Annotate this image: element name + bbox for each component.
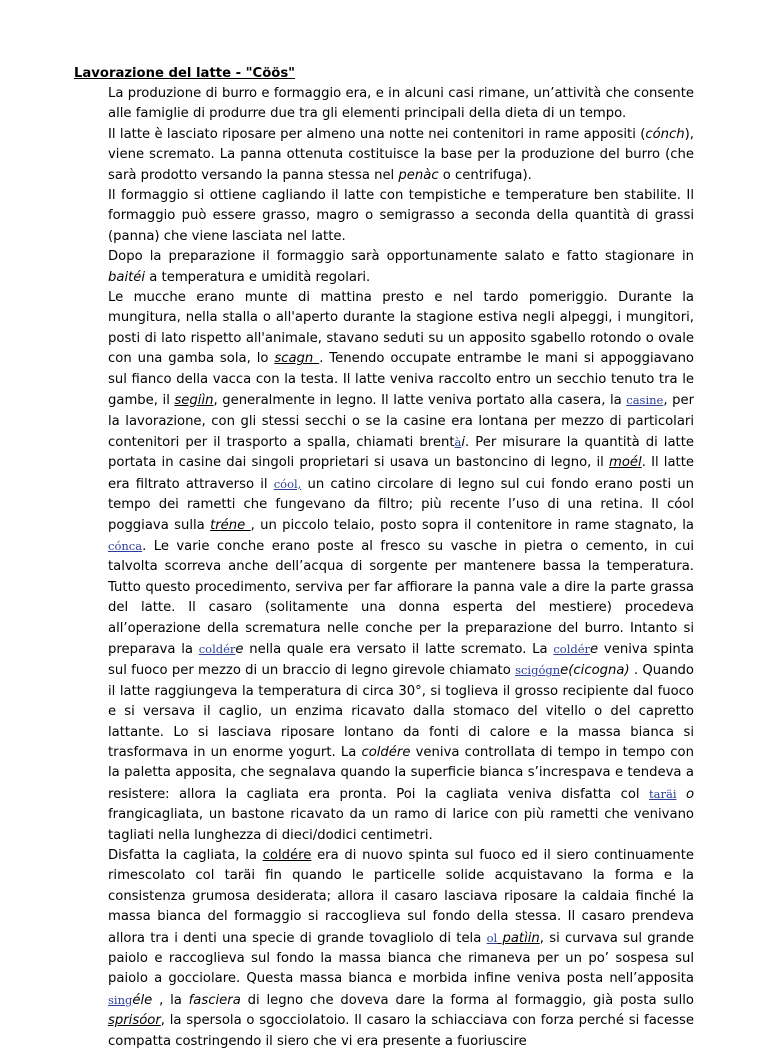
text-span: , un piccolo telaio, posto sopra il contenitore in rame stagnato, la xyxy=(250,517,695,533)
paragraph-milking xyxy=(108,288,694,846)
text-span: . Per misurare la quantità di latte portata in casine dai singoli proprietari si usava un bastoncino di legno, il xyxy=(108,434,694,471)
text-span: frangicagliata, un bastone ricavato da un ramo di larice con più rametti che venivano tagliati nella lunghezza di dieci/dodici centimetri. xyxy=(108,807,694,843)
term-fasciera: fasciera xyxy=(188,992,241,1008)
text-span: Le mucche erano munte di mattina presto e nel tardo pomeriggio. Durante la mungitura, nella stalla o all'aperto durante la stagione estiva negli alpeggi, i mungitori, posti di lato rispetto all'animale, stavano seduti su un apposito sgabello rotondo o ovale con una gamba sola, lo xyxy=(108,290,694,367)
text-span: o centrifuga). xyxy=(438,167,532,183)
term-moel: moél xyxy=(609,455,642,471)
text-span: , generalmente in legno. Il latte veniva portato alla casera, la xyxy=(213,393,627,409)
term-cicogna: e(cicogna) xyxy=(560,663,630,679)
body-text xyxy=(108,84,694,1052)
term-ele: éle xyxy=(132,992,153,1008)
text-span: , la xyxy=(152,992,189,1008)
term-segiin: segiìn xyxy=(174,393,214,409)
paragraph-cream xyxy=(108,125,694,186)
text-span: veniva controllata di tempo in tempo con la paletta apposita, che segnalava quando la superficie bianca s’increspava e tendeva a resistere: allora la cagliata era pronta. Poi la cagliata veniva disfatta col xyxy=(108,745,694,802)
paragraph-curd xyxy=(108,846,694,1052)
term-sprisoor: sprisóor xyxy=(108,1013,161,1029)
link-singele[interactable]: sing xyxy=(108,992,133,1007)
text-span: . Le varie conche erano poste al fresco su vasche in pietra o cemento, in cui talvolta scorreva anche dell’acqua di sorgente per mantenere bassa la temperatura. Tutto questo procedimento, serviva per far affiorare la panna vale a dire la parte grassa del latte. Il casaro (solitamente una donna esperta del mestiere) procedeva all’operazione della scrematura nelle conche per la preparazione del burro. Intanto si preparava la xyxy=(108,538,694,657)
link-coldere-2[interactable]: coldér xyxy=(553,641,591,656)
text-span: , la spersola o sgocciolatoio. Il casaro la schiacciava con forza perché si facesse compatta costringendo il siero che vi era presente a fuoriuscire xyxy=(108,1013,694,1049)
term-coldere-underlined: coldére xyxy=(262,848,312,864)
text-span: . Il latte era filtrato attraverso il xyxy=(108,455,694,492)
text-span: era di nuovo spinta sul fuoco ed il siero continuamente rimescolato col taräi fin quando le particelle solide acquistavano la forma e la consistenza grumosa desiderata; allora il casaro lasciava riposare la caldaia finché la massa bianca del formaggio si raccoglieva sul fondo della stessa. Il casaro prendeva allora tra i denti una specie di grande tovagliolo di tela xyxy=(108,848,694,946)
text-span: ), viene scremato. La panna ottenuta costituisce la base per la produzione del burro (che sarà prodotto versando la panna stessa nel xyxy=(108,126,694,183)
text-span: a temperatura e umidità regolari. xyxy=(145,269,371,285)
link-conca[interactable]: cónca xyxy=(108,538,143,553)
term-patiin: patìin xyxy=(497,930,540,946)
text-span: , per la lavorazione, con gli stessi secchi o se la casine era lontana per mezzo di particolari contenitori per il trasporto a spalla, chiamati brent xyxy=(108,393,694,450)
link-coldere-1[interactable]: coldér xyxy=(198,641,236,656)
link-ol[interactable]: ol xyxy=(486,930,498,945)
link-scigogne[interactable]: scigógn xyxy=(515,663,561,678)
term-baitei: baitéi xyxy=(108,269,146,285)
text-span: di legno che doveva dare la forma al formaggio, già posta sullo xyxy=(240,992,694,1008)
paragraph-cheese: Il formaggio si ottiene cagliando il latte con tempistiche e temperature ben stabilite. Il formaggio può essere grasso, magro o semigrasso a seconda della quantità di grassi (panna) che viene lasciata nel latte. xyxy=(108,188,694,244)
text-span: , si curvava sul grande paiolo e raccoglieva sul fondo la massa bianca che rimaneva per un po’ sospesa sul paiolo a gocciolare. Questa massa bianca e morbida infine veniva posta nell’apposita xyxy=(108,930,694,987)
term-coldere: coldére xyxy=(361,745,411,760)
link-tarai[interactable]: taräi xyxy=(649,786,677,801)
text-span: . Tenendo occupate entrambe le mani si appoggiavano sul fianco della vacca con la testa. Il latte veniva raccolto entro un secchio tenuto tra le gambe, il xyxy=(108,351,695,409)
link-cool[interactable]: cóol, xyxy=(273,476,302,491)
text-span: veniva spinta sul fuoco per mezzo di un braccio di legno girevole chiamato xyxy=(108,641,695,679)
paragraph-intro: La produzione di burro e formaggio era, e in alcuni casi rimane, un’attività che consente alle famiglie di produrre due tra gli elementi principali della dieta di un tempo. xyxy=(108,86,694,122)
term-e: e xyxy=(590,641,599,657)
section-title: Lavorazione del latte - "Cöös" xyxy=(74,66,296,81)
link-casine[interactable]: casine xyxy=(626,393,664,408)
term-i: i xyxy=(461,434,466,450)
text-span: Disfatta la cagliata, la xyxy=(108,848,263,864)
text-span: . Quando il latte raggiungeva la temperatura di circa 30°, si toglieva il grosso recipiente dal fuoco e si versava il caglio, un enzima ricavato dalla stomaco del vitello o del capretto lattante. Lo si lasciava riposare lontano da fonti di calore e la massa bianca si trasformava in un enorme yogurt. La xyxy=(108,663,694,760)
term-o: o xyxy=(676,786,695,802)
term-trene: tréne xyxy=(210,517,251,533)
term-conch: cónch xyxy=(645,126,685,142)
term-penac: penàc xyxy=(398,167,439,183)
link-brentai[interactable]: à xyxy=(454,434,462,449)
term-scagn: scagn xyxy=(274,351,320,367)
paragraph-seasoning xyxy=(108,247,694,288)
term-e: e xyxy=(235,641,244,657)
text-span: Dopo la preparazione il formaggio sarà opportunamente salato e fatto stagionare in xyxy=(108,249,694,265)
text-span: Il latte è lasciato riposare per almeno una notte nei contenitori in rame appositi ( xyxy=(108,126,646,142)
text-span: un catino circolare di legno sul cui fondo erano posti un tempo dei rametti che fungevano da filtro; più recente l’uso di una retina. Il cóol poggiava sulla xyxy=(108,476,694,533)
text-span: nella quale era versato il latte scremato. La xyxy=(243,641,554,657)
